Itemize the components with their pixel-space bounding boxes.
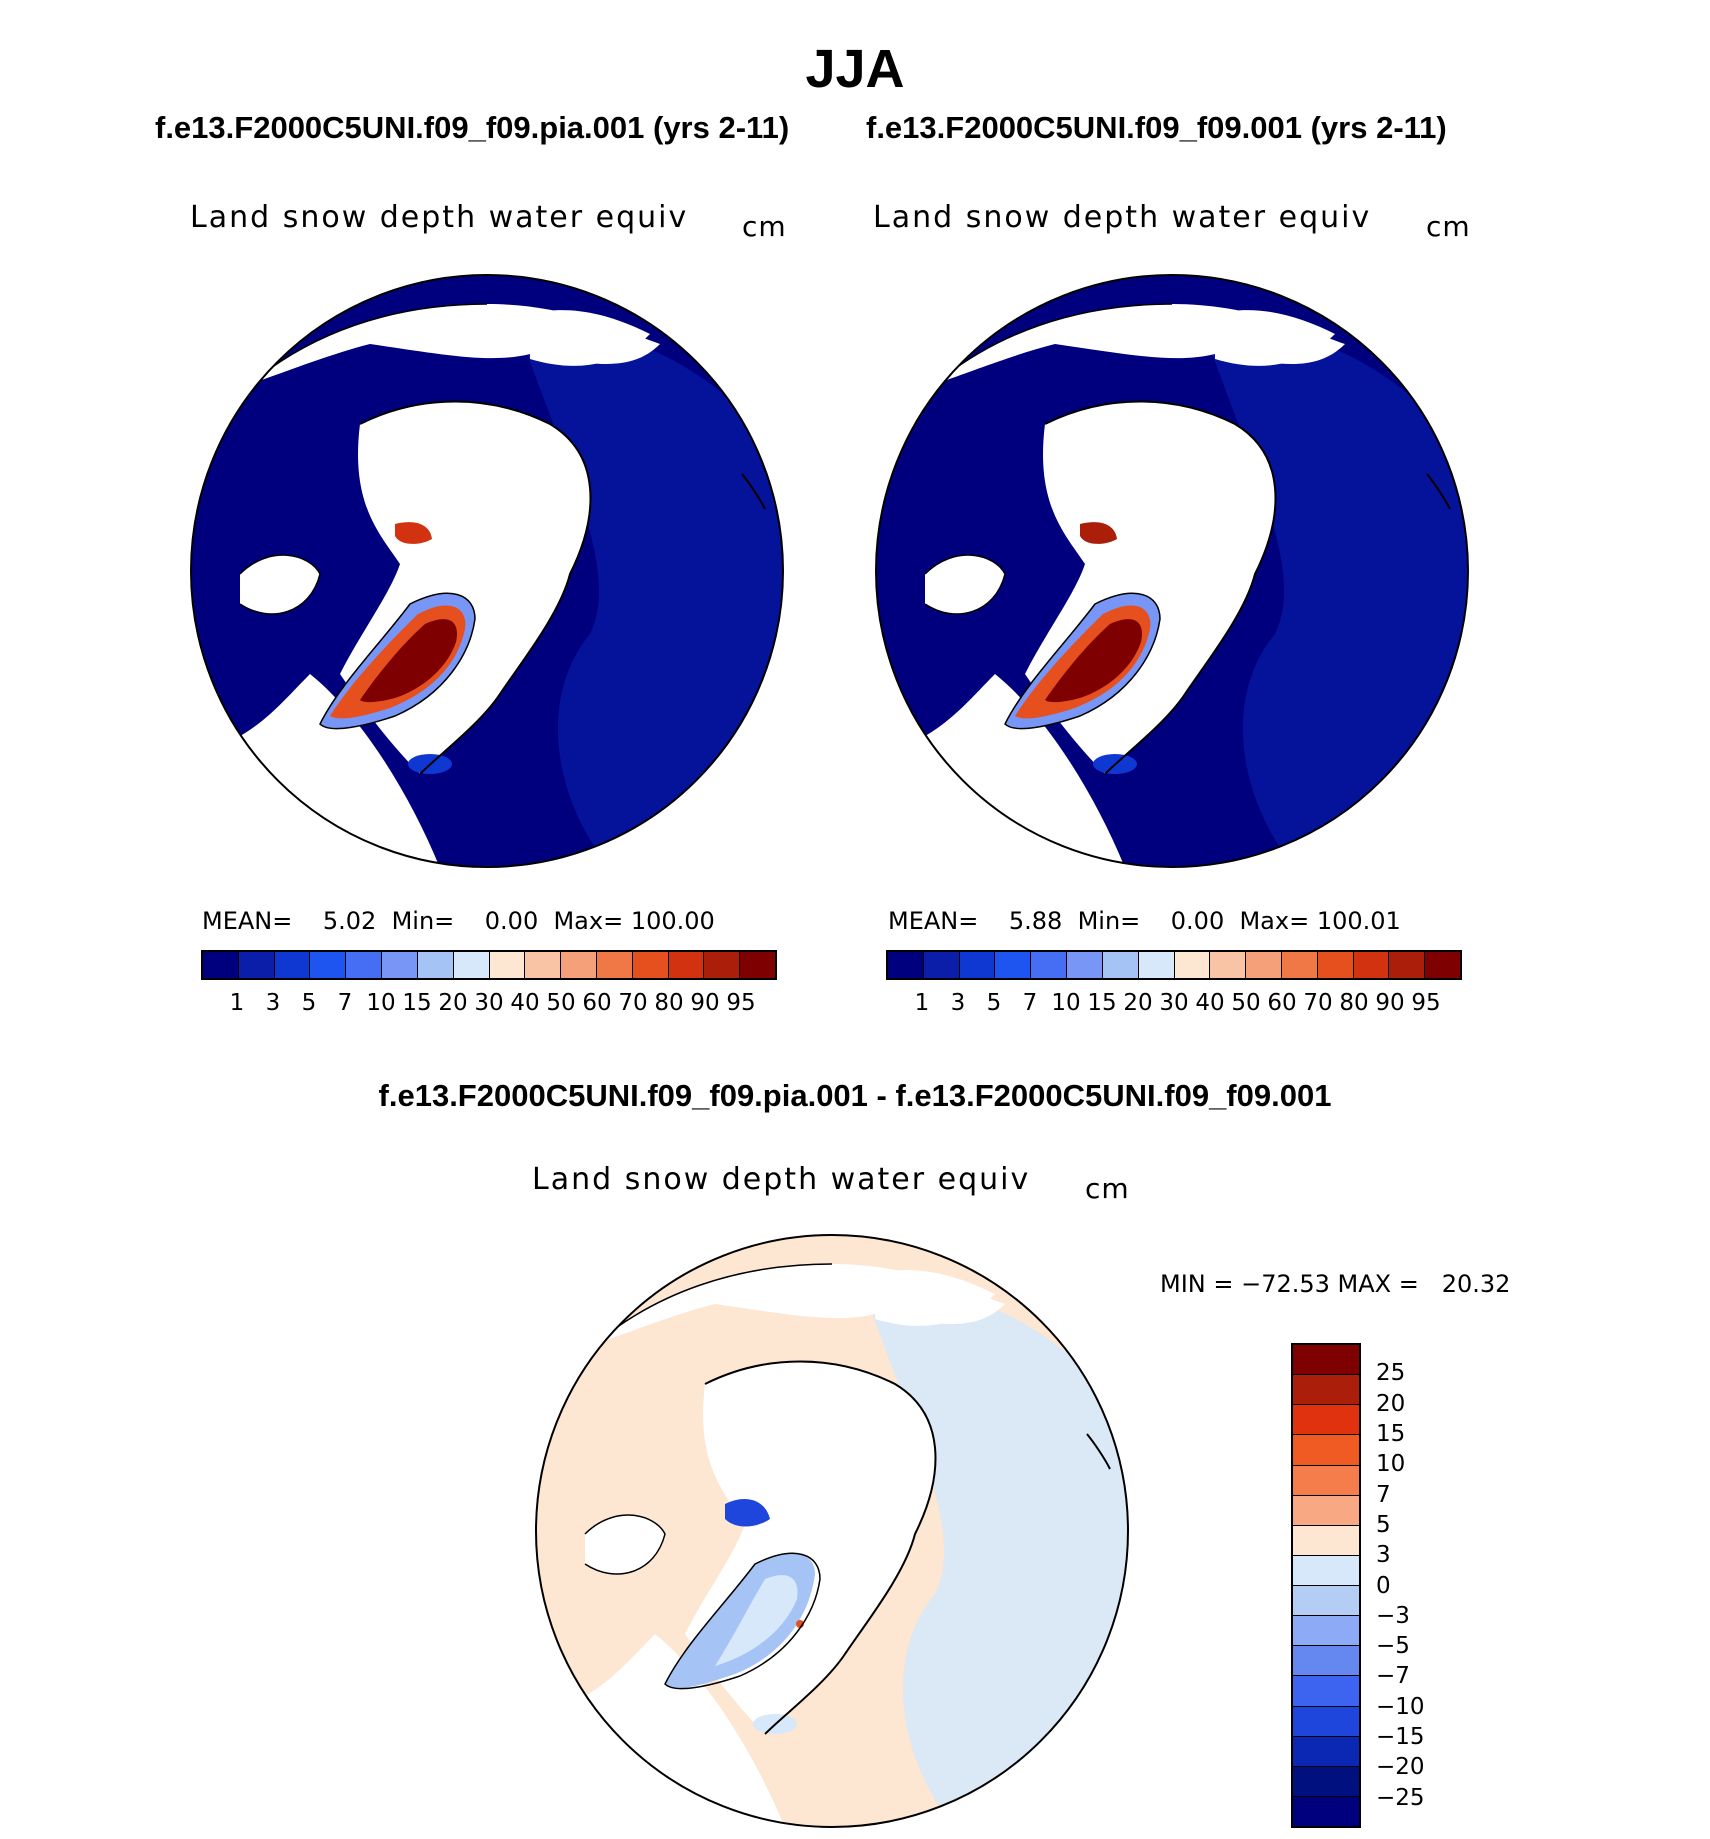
diff-variable-label: Land snow depth water equiv xyxy=(532,1162,1031,1197)
colorbar-tick-label: 5 xyxy=(986,990,1002,1016)
colorbar-swatch xyxy=(669,952,705,978)
left-polar-map xyxy=(190,274,784,868)
colorbar-swatch xyxy=(1293,1737,1359,1767)
colorbar-swatch xyxy=(1354,952,1390,978)
left-stats: MEAN= 5.02 Min= 0.00 Max= 100.00 xyxy=(202,907,715,935)
colorbar-tick-label: 3 xyxy=(950,990,966,1016)
colorbar-swatch xyxy=(704,952,740,978)
diff-colorbar-ticks xyxy=(1376,1343,1456,1828)
colorbar-swatch xyxy=(1389,952,1425,978)
colorbar-swatch xyxy=(1293,1345,1359,1375)
colorbar-swatch xyxy=(1293,1375,1359,1405)
colorbar-tick-label: −25 xyxy=(1376,1784,1425,1811)
colorbar-swatch xyxy=(1293,1797,1359,1826)
colorbar-swatch xyxy=(1210,952,1246,978)
colorbar-tick-label: 70 xyxy=(618,990,648,1016)
colorbar-tick-label: 80 xyxy=(654,990,684,1016)
right-stats: MEAN= 5.88 Min= 0.00 Max= 100.01 xyxy=(888,907,1401,935)
colorbar-tick-label: −10 xyxy=(1376,1693,1425,1720)
colorbar-tick-label: −20 xyxy=(1376,1754,1425,1781)
colorbar-tick-label: 95 xyxy=(1411,990,1441,1016)
colorbar-tick-label: 90 xyxy=(1375,990,1405,1016)
diff-case-title: f.e13.F2000C5UNI.f09_f09.pia.001 - f.e13.F2000C5UNI.f09_f09.001 xyxy=(378,1078,1332,1113)
right-units-label: cm xyxy=(1426,210,1471,243)
colorbar-swatch xyxy=(1293,1646,1359,1676)
map-fill-layer xyxy=(535,1234,1129,1828)
colorbar-tick-label: −3 xyxy=(1376,1602,1410,1629)
colorbar-tick-label: 15 xyxy=(1087,990,1117,1016)
colorbar-swatch xyxy=(203,952,239,978)
right-colorbar xyxy=(886,950,1462,980)
colorbar-swatch xyxy=(1318,952,1354,978)
colorbar-swatch xyxy=(1293,1767,1359,1797)
colorbar-swatch xyxy=(1425,952,1460,978)
colorbar-tick-label: 70 xyxy=(1303,990,1333,1016)
left-variable-label: Land snow depth water equiv xyxy=(190,200,689,235)
colorbar-tick-label: 20 xyxy=(438,990,468,1016)
colorbar-swatch xyxy=(1293,1405,1359,1435)
figure-title: JJA xyxy=(805,39,905,99)
colorbar-swatch xyxy=(888,952,924,978)
colorbar-tick-label: 60 xyxy=(582,990,612,1016)
colorbar-tick-label: 7 xyxy=(337,990,353,1016)
colorbar-swatch xyxy=(1293,1556,1359,1586)
colorbar-swatch xyxy=(490,952,526,978)
right-case-title: f.e13.F2000C5UNI.f09_f09.001 (yrs 2-11) xyxy=(866,110,1447,145)
colorbar-tick-label: 1 xyxy=(229,990,245,1016)
right-variable-label: Land snow depth water equiv xyxy=(873,200,1372,235)
left-colorbar-ticks xyxy=(201,990,777,1020)
colorbar-tick-label: 50 xyxy=(1231,990,1261,1016)
colorbar-tick-label: 25 xyxy=(1376,1360,1406,1387)
colorbar-tick-label: 5 xyxy=(301,990,317,1016)
colorbar-tick-label: 3 xyxy=(265,990,281,1016)
colorbar-tick-label: 10 xyxy=(366,990,396,1016)
colorbar-tick-label: 50 xyxy=(546,990,576,1016)
colorbar-swatch xyxy=(960,952,996,978)
colorbar-tick-label: 10 xyxy=(1376,1451,1406,1478)
colorbar-swatch xyxy=(597,952,633,978)
colorbar-swatch xyxy=(1103,952,1139,978)
colorbar-swatch xyxy=(1246,952,1282,978)
right-colorbar-ticks xyxy=(886,990,1462,1020)
colorbar-tick-label: 0 xyxy=(1376,1572,1391,1599)
diff-colorbar xyxy=(1291,1343,1361,1828)
colorbar-swatch xyxy=(454,952,490,978)
colorbar-swatch xyxy=(382,952,418,978)
diff-stats: MIN = −72.53 MAX = 20.32 xyxy=(1160,1270,1511,1298)
colorbar-swatch xyxy=(418,952,454,978)
right-polar-map xyxy=(875,274,1469,868)
colorbar-tick-label: 5 xyxy=(1376,1511,1391,1538)
colorbar-tick-label: 30 xyxy=(474,990,504,1016)
colorbar-tick-label: 7 xyxy=(1376,1481,1391,1508)
left-case-title: f.e13.F2000C5UNI.f09_f09.pia.001 (yrs 2-11) xyxy=(155,110,790,145)
colorbar-tick-label: 40 xyxy=(510,990,540,1016)
colorbar-swatch xyxy=(1031,952,1067,978)
diff-polar-map xyxy=(535,1234,1129,1828)
colorbar-swatch xyxy=(1282,952,1318,978)
colorbar-swatch xyxy=(1293,1466,1359,1496)
colorbar-swatch xyxy=(995,952,1031,978)
colorbar-tick-label: 15 xyxy=(1376,1420,1406,1447)
colorbar-swatch xyxy=(633,952,669,978)
colorbar-tick-label: 30 xyxy=(1159,990,1189,1016)
colorbar-tick-label: 80 xyxy=(1339,990,1369,1016)
colorbar-swatch xyxy=(310,952,346,978)
map-fill-layer xyxy=(875,274,1469,868)
colorbar-tick-label: 95 xyxy=(726,990,756,1016)
colorbar-tick-label: 10 xyxy=(1051,990,1081,1016)
colorbar-tick-label: 1 xyxy=(914,990,930,1016)
colorbar-swatch xyxy=(239,952,275,978)
colorbar-tick-label: 20 xyxy=(1376,1390,1406,1417)
colorbar-tick-label: 60 xyxy=(1267,990,1297,1016)
colorbar-swatch xyxy=(1293,1496,1359,1526)
colorbar-swatch xyxy=(1175,952,1211,978)
colorbar-swatch xyxy=(1139,952,1175,978)
colorbar-swatch xyxy=(1293,1526,1359,1556)
colorbar-swatch xyxy=(346,952,382,978)
colorbar-swatch xyxy=(275,952,311,978)
left-units-label: cm xyxy=(742,210,787,243)
colorbar-swatch xyxy=(561,952,597,978)
colorbar-swatch xyxy=(1293,1435,1359,1465)
colorbar-tick-label: 15 xyxy=(402,990,432,1016)
colorbar-tick-label: 20 xyxy=(1123,990,1153,1016)
colorbar-swatch xyxy=(1067,952,1103,978)
colorbar-tick-label: 40 xyxy=(1195,990,1225,1016)
colorbar-tick-label: −15 xyxy=(1376,1724,1425,1751)
colorbar-swatch xyxy=(1293,1707,1359,1737)
colorbar-tick-label: 90 xyxy=(690,990,720,1016)
diff-units-label: cm xyxy=(1085,1172,1130,1205)
map-fill-layer xyxy=(190,274,784,868)
colorbar-swatch xyxy=(740,952,775,978)
colorbar-swatch xyxy=(924,952,960,978)
colorbar-swatch xyxy=(525,952,561,978)
colorbar-tick-label: 3 xyxy=(1376,1542,1391,1569)
colorbar-swatch xyxy=(1293,1616,1359,1646)
colorbar-tick-label: 7 xyxy=(1022,990,1038,1016)
left-colorbar xyxy=(201,950,777,980)
colorbar-tick-label: −5 xyxy=(1376,1633,1410,1660)
colorbar-tick-label: −7 xyxy=(1376,1663,1410,1690)
colorbar-swatch xyxy=(1293,1586,1359,1616)
colorbar-swatch xyxy=(1293,1676,1359,1706)
